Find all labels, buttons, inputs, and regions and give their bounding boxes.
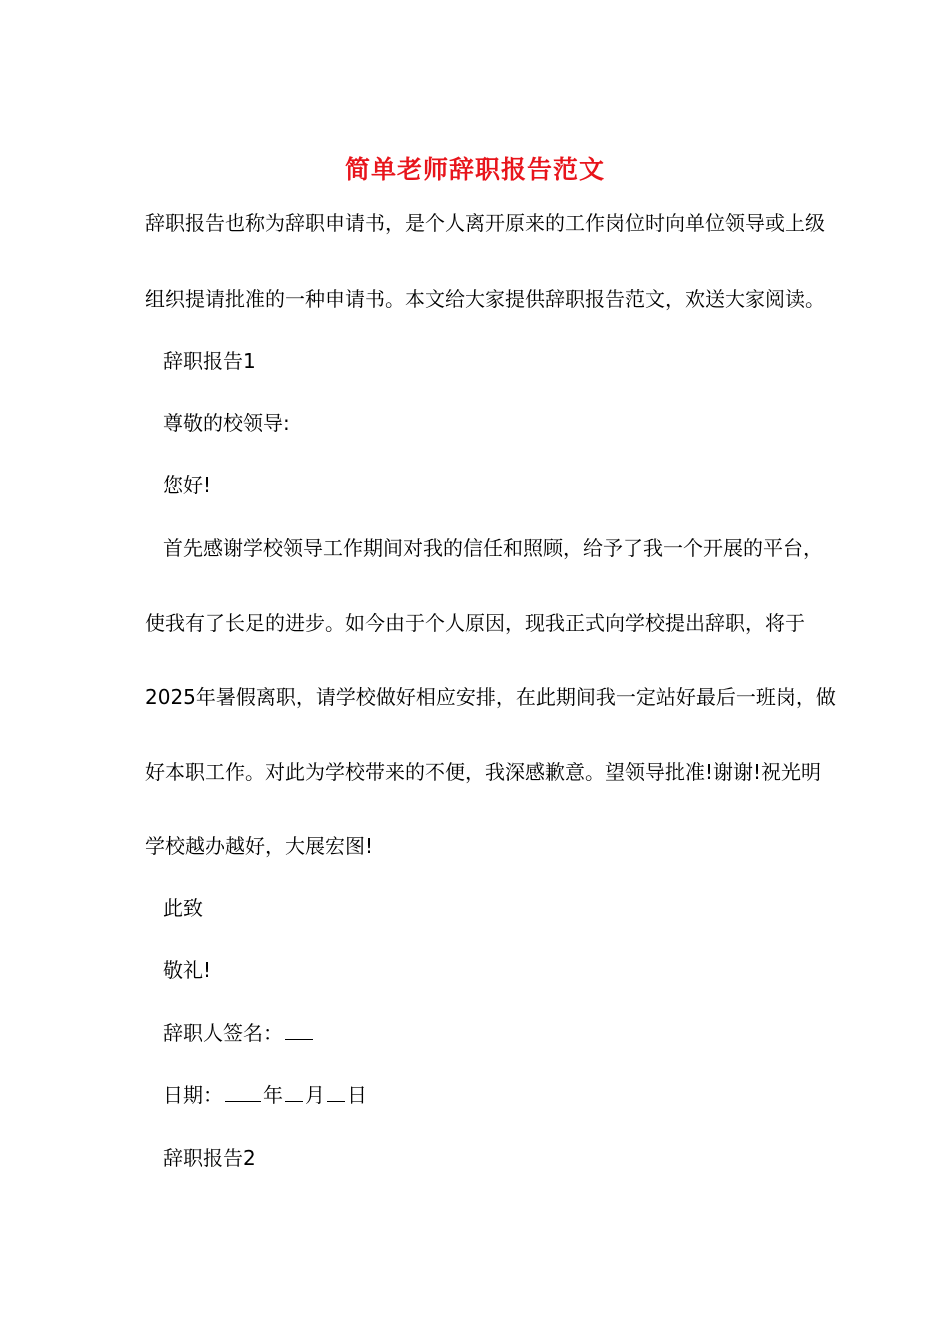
closing-line-2: 敬礼!: [163, 958, 212, 982]
report2-heading: 辞职报告2: [163, 1146, 256, 1170]
signature-blank: [285, 1019, 313, 1040]
body-line-5: 学校越办越好，大展宏图!: [145, 834, 374, 858]
date-day-blank: [327, 1081, 345, 1102]
report1-heading: 辞职报告1: [163, 349, 256, 373]
closing-line-1: 此致: [163, 896, 203, 920]
body-line-4: 好本职工作。对此为学校带来的不便，我深感歉意。望领导批准!谢谢!祝光明: [145, 760, 822, 784]
date-year-label: 年: [263, 1083, 283, 1107]
body-line-3: 2025年暑假离职，请学校做好相应安排，在此期间我一定站好最后一班岗，做: [145, 685, 836, 709]
signature-line: [163, 1018, 315, 1048]
date-day-label: 日: [347, 1083, 367, 1107]
intro-line-1: 辞职报告也称为辞职申请书，是个人离开原来的工作岗位时向单位领导或上级: [145, 211, 825, 235]
body-line-1: 首先感谢学校领导工作期间对我的信任和照顾，给予了我一个开展的平台，: [163, 536, 823, 560]
signature-label: 辞职人签名：: [163, 1021, 283, 1045]
date-month-blank: [285, 1081, 303, 1102]
date-month-label: 月: [305, 1083, 325, 1107]
greeting: 您好!: [163, 473, 212, 497]
date-year-blank: [225, 1081, 261, 1102]
body-line-2: 使我有了长足的进步。如今由于个人原因，现我正式向学校提出辞职，将于: [145, 611, 805, 635]
date-line: [163, 1080, 367, 1110]
intro-line-2: 组织提请批准的一种申请书。本文给大家提供辞职报告范文，欢送大家阅读。: [145, 287, 825, 311]
document-title: 简单老师辞职报告范文: [344, 155, 605, 184]
salutation: 尊敬的校领导:: [163, 411, 290, 435]
date-label: 日期：: [163, 1083, 223, 1107]
